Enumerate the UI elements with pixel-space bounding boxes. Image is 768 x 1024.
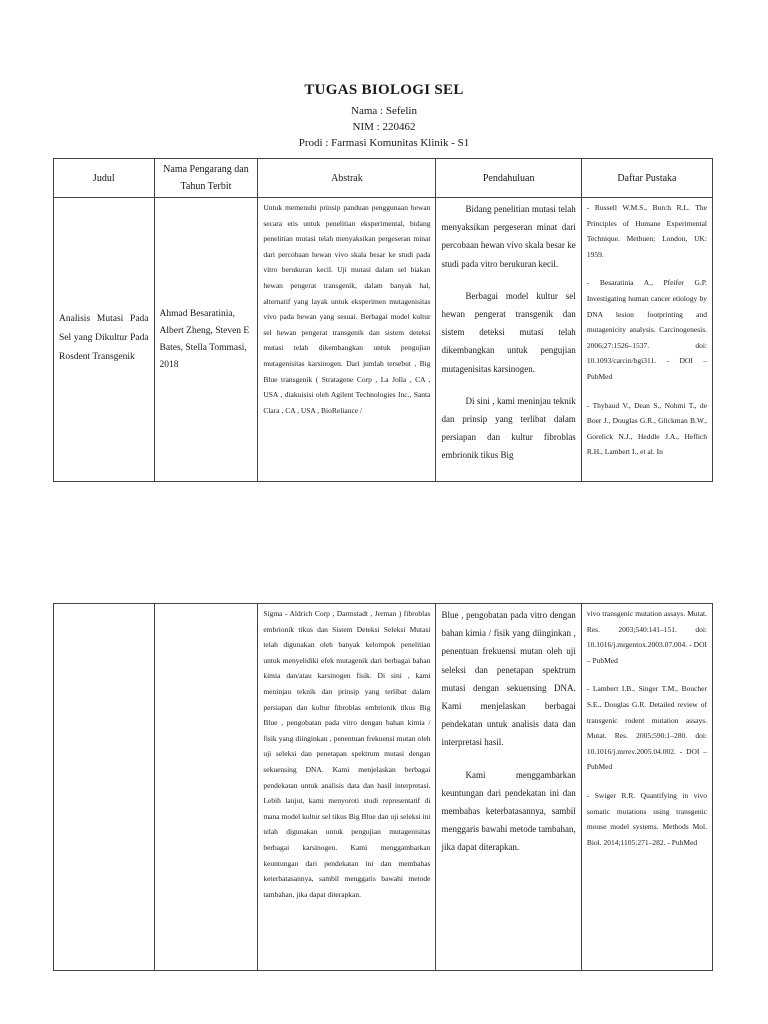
cell-pengarang: Ahmad Besaratinia, Albert Zheng, Steven E Bates, Stella Tommasi, 2018 [154, 198, 258, 482]
reference-entry: - Russell W.M.S., Burch R.L. The Principles of Humane Experimental Technique. Methuen; London, UK: 1959. [586, 203, 707, 259]
header-pustaka: Daftar Pustaka [581, 159, 712, 198]
cell-daftar-pustaka [581, 604, 712, 971]
cell-pengarang-empty [154, 604, 258, 971]
reference-entry: - Swiger R.R. Quantifying in vivo somatic mutations using transgenic mouse model systems. Methods Mol. Biol. 2014;1105:271–282. - PubMed [586, 790, 707, 847]
cell-daftar-pustaka [581, 198, 712, 482]
cell-pendahuluan [436, 198, 581, 482]
student-name: Nama : Sefelin [351, 105, 417, 117]
reference-entry: - Besaratinia A., Pfeifer G.P. Investigating human cancer etiology by DNA lesion footprinting and mutagenicity analysis. Carcinogenesis. 2006;27:1526–1537. doi: 10.1093/carcin/bgi311. - DOI – PubMed [586, 278, 707, 381]
review-table-page-2 [53, 603, 713, 971]
pendahuluan-paragraph: Di sini , kami meninjau teknik dan prinsip yang terlibat dalam persiapan dan kultur fibroblas embrionik tikus Big [441, 395, 576, 461]
table-row [54, 198, 713, 482]
table-header-row [54, 159, 713, 198]
pendahuluan-paragraph: Berbagai model kultur sel hewan pengerat transgenik dan sistem deteksi mutasi telah dikembangkan untuk pengujian mutagenisitas karsinogen. [441, 290, 576, 374]
cell-judul: Analisis Mutasi Pada Sel yang Dikultur Pada Rosdent Transgenik [54, 198, 155, 482]
document-header [0, 82, 768, 151]
document-title: TUGAS BIOLOGI SEL [304, 82, 464, 98]
reference-entry: vivo transgenic mutation assays. Mutat. Res. 2003;540:141–151. doi: 10.1016/j.mrgentox.2003.07.004. - DOI – PubMed [586, 609, 707, 665]
cell-pendahuluan [436, 604, 581, 971]
cell-abstrak: Sigma - Aldrich Corp , Darmstadt , Jerman ) fibroblas embrionik tikus dan Sistem Deteksi Seleksi Mutasi telah digunakan oleh banyak kelompok penelitian untuk menyelidiki efek mutagenik dari berbagai bahan kimia dan/atau karsinogen fisik. Di sini , kami meninjau teknik dan prinsip yang terlibat dalam persiapan dan kultur fibroblas embrionik tikus Big Blue , pengobatan pada vitro dengan bahan kimia / fisik yang diinginkan , penentuan frekuensi mutan oleh uji seleksi dan penetapan spektrum mutasi dengan sekuensing DNA. Kami menjelaskan berbagai pendekatan untuk analisis data dan hasil interpretasi. Lebih lanjut, kami menyoroti studi representatif di mana model kultur sel tikus Big Blue dan uji seleksi ini telah digunakan untuk pengujian mutagenisitas berbagai karsinogen. Kami menggambarkan keuntungan dari pendekatan ini dan membahas keterbatasannya, sambil menggaris bawahi metode tambahan, jika dapat diterapkan. [258, 604, 436, 971]
header-pendahuluan: Pendahuluan [436, 159, 581, 198]
student-prodi: Prodi : Farmasi Komunitas Klinik - S1 [298, 137, 470, 149]
cell-abstrak: Untuk memenuhi prinsip panduan penggunaan hewan secara etis untuk penelitian eksperimental, bidang penelitian mutasi telah menyaksikan pergeseran minat dari percobaan hewan vivo skala besar ke studi pada vitro berukuran kecil. Uji mutasi dalam sel biakan hewan pengerat transgenik, dalam banyak hal, alternatif yang layak untuk eksperimen mutagenisitas vivo pada hewan yang sesuai. Berbagai model kultur sel hewan pengerat transgenik dan sistem deteksi mutasi telah dikembangkan untuk pengujian mutagenisitas karsinogen. Dari jumlah tersebut , Big Blue transgenik ( Stratagene Corp , La Jolla , CA , USA , diakuisisi oleh Agilent Technologies Inc., Santa Clara , CA , USA , BioReliance / [258, 198, 436, 482]
reference-entry: - Thybaud V., Dean S., Nohmi T., de Boer J., Douglas G.R., Glickman B.W., Gorelick N.J., Heddle J.A., Heflich R.H., Lambert I., et al. In [586, 400, 707, 457]
cell-judul-empty [54, 604, 155, 971]
table-row [54, 604, 713, 971]
review-table-page-1 [53, 158, 713, 482]
pendahuluan-paragraph: Kami menggambarkan keuntungan dari pendekatan ini dan membahas keterbatasannya, sambil menggaris bawahi metode tambahan, jika dapat diterapkan. [441, 769, 576, 853]
pendahuluan-paragraph: Bidang penelitian mutasi telah menyaksikan pergeseran minat dari percobaan hewan vivo skala besar ke studi pada vitro berukuran kecil. [441, 204, 576, 269]
pendahuluan-paragraph: Blue , pengobatan pada vitro dengan bahan kimia / fisik yang diinginkan , penentuan frekuensi mutan oleh uji seleksi dan penetapan spektrum mutasi dengan sekuensing DNA. Kami menjelaskan berbagai pendekatan untuk analisis data dan interpretasi hasil. [441, 610, 576, 748]
reference-entry: - Lambert I.B., Singer T.M., Boucher S.E., Douglas G.R. Detailed review of transgenic rodent mutation assays. Mutat. Res. 2005;590:1–280. doi: 10.1016/j.mrrev.2005.04.002. - DOI – PubMed [586, 684, 707, 772]
header-abstrak: Abstrak [258, 159, 436, 198]
header-judul: Judul [54, 159, 155, 198]
student-nim: NIM : 220462 [352, 121, 416, 133]
header-pengarang: Nama Pengarang dan Tahun Terbit [154, 159, 258, 198]
